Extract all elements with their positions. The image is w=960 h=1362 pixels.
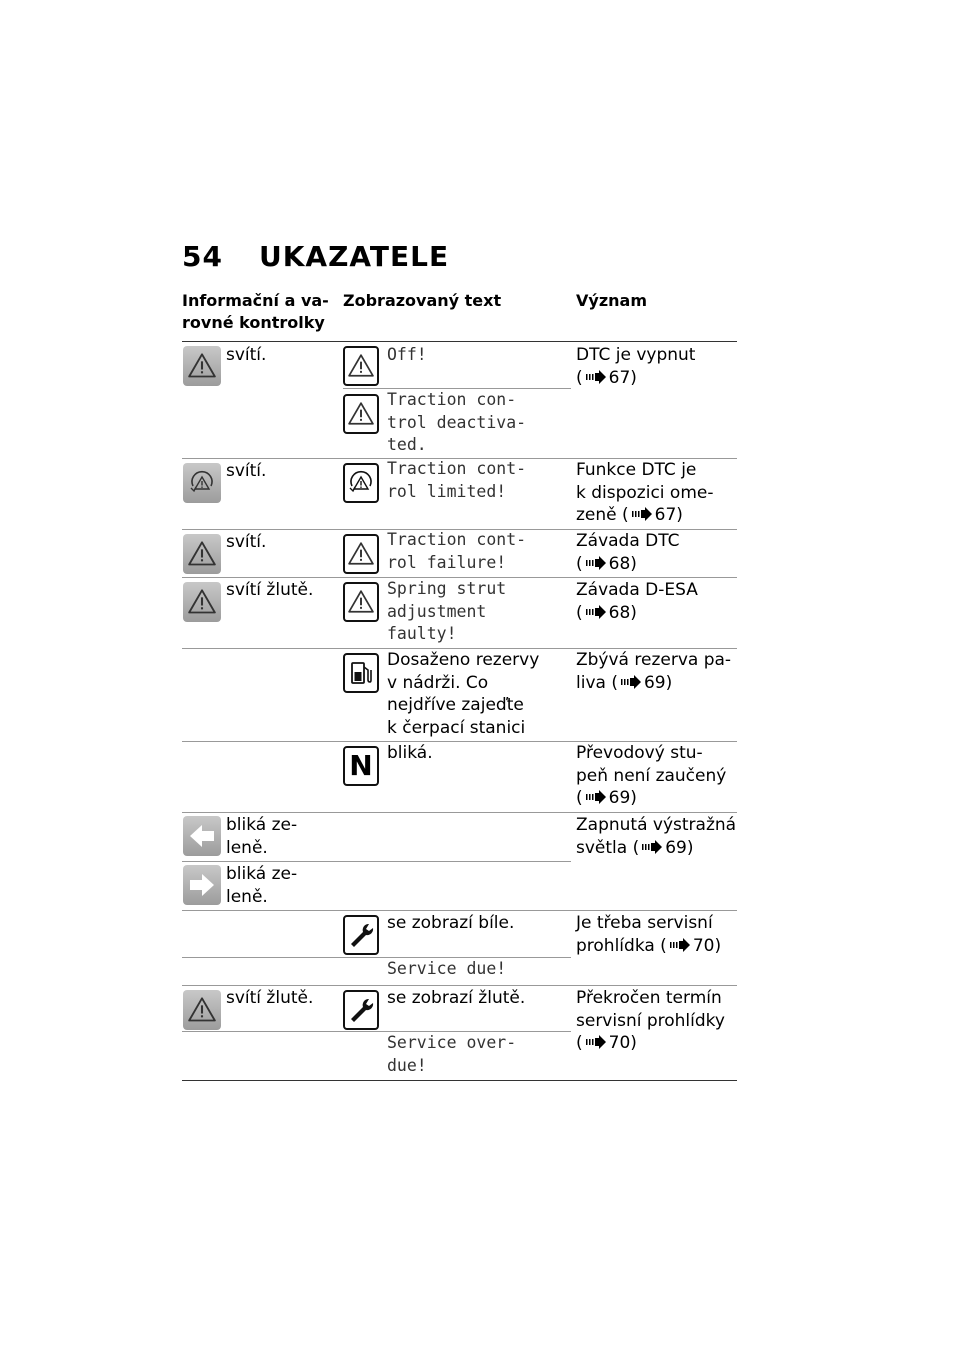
row6-ref-page[interactable]: 69) [608, 788, 637, 808]
row5-meaning-line2 [576, 672, 731, 695]
warning-triangle-icon [183, 534, 221, 574]
row9-meaning-line1: Je třeba servisní [576, 913, 713, 933]
row-divider [182, 910, 737, 911]
row6-meaning-line1: Převodový stu- [576, 743, 703, 763]
row6-ref-open: ( [576, 788, 583, 808]
row10-meaning-line3 [576, 1032, 725, 1055]
row10-display-text: se zobrazí žlutě. [387, 988, 526, 1008]
header-col-lights-line2: rovné kontrolky [182, 313, 325, 332]
header-col-lights [182, 290, 329, 334]
row6-meaning [576, 742, 726, 810]
left-arrow-icon [183, 816, 221, 856]
page-reference-arrow-icon [586, 605, 606, 619]
row6-display-text: bliká. [387, 743, 433, 763]
row4-state: svítí žlutě. [226, 580, 314, 600]
table-bottom-rule [182, 1080, 737, 1081]
row5-line2: v nádrži. Co [387, 672, 489, 693]
page-reference-arrow-icon [670, 938, 690, 952]
page-reference-arrow-icon [586, 370, 606, 384]
row6-meaning-line3 [576, 787, 726, 810]
row5-meaning [576, 649, 731, 694]
row10-ref-page[interactable]: 70) [608, 1033, 637, 1053]
row1b-line3: ted. [387, 435, 427, 454]
warning-triangle-icon [183, 346, 221, 386]
wrench-icon [343, 990, 379, 1030]
row5-line4: k čerpací stanici [387, 717, 526, 738]
row8-state-line1: bliká ze- [226, 864, 298, 884]
row10-meaning-line1: Překročen termín [576, 988, 722, 1008]
row7-state [226, 814, 297, 859]
row5-line3: nejdříve zajeďte [387, 695, 524, 715]
row4-line3: faulty! [387, 624, 457, 643]
page-title [182, 240, 449, 273]
row5-meaning-line1: Zbývá rezerva pa- [576, 650, 732, 670]
row3-line2: rol failure! [387, 552, 507, 572]
row1-ref-open: ( [576, 367, 583, 388]
row3-ref-open: ( [576, 553, 583, 574]
dtc-icon [183, 463, 221, 503]
header-col-lights-line1: Informační a va- [182, 291, 329, 310]
row1-meaning-line2 [576, 367, 695, 390]
row2-line2: rol limited! [387, 481, 507, 501]
neutral-gear-icon [343, 746, 379, 786]
row4-ref-open: ( [576, 602, 583, 623]
header-rule [182, 341, 737, 342]
row3-meaning-line1: Závada DTC [576, 531, 680, 551]
header-col-text: Zobrazovaný text [343, 291, 502, 310]
row10-state: svítí žlutě. [226, 988, 314, 1008]
row-divider [182, 957, 571, 958]
row4-meaning [576, 579, 698, 624]
row-divider [182, 985, 737, 986]
row5-ref-page[interactable]: 69) [643, 672, 673, 693]
fuel-pump-icon [343, 653, 379, 693]
chapter-title: UKAZATELE [258, 240, 450, 273]
row3-meaning-line2 [576, 553, 680, 576]
row7-state-line1: bliká ze- [226, 815, 298, 835]
row10-mono-text [387, 1032, 516, 1077]
row2-state: svítí. [226, 461, 267, 481]
row-divider [182, 812, 737, 813]
neutral-letter: N [349, 749, 373, 782]
row4-line2: adjustment [387, 601, 487, 621]
row9-meaning [576, 912, 721, 957]
row10-meaning [576, 987, 725, 1055]
row2-meaning [576, 459, 714, 527]
warning-triangle-icon [343, 346, 379, 386]
row7-meaning-line1: Zapnutá výstražná [576, 815, 737, 835]
row7-ref-open: světla ( [576, 837, 640, 858]
row4-meaning-line1: Závada D-ESA [576, 580, 698, 600]
page-reference-arrow-icon [586, 1035, 606, 1049]
row4-ref-page[interactable]: 68) [608, 602, 637, 623]
row4-line1: Spring strut [387, 579, 507, 598]
page-reference-arrow-icon [642, 840, 662, 854]
row7-state-line2: leně. [226, 837, 268, 858]
warning-triangle-icon [183, 990, 221, 1030]
right-arrow-icon [183, 865, 221, 905]
row3-display-text [387, 529, 526, 574]
wrench-icon [343, 915, 379, 955]
row10-meaning-line2: servisní prohlídky [576, 1010, 725, 1031]
row3-line1: Traction cont- [387, 530, 527, 549]
row9-mono-text: Service due! [387, 959, 507, 978]
row2-ref-open: zeně ( [576, 505, 629, 525]
warning-triangle-icon [343, 394, 379, 434]
row3-ref-page[interactable]: 68) [608, 553, 637, 574]
row-divider [182, 861, 571, 862]
page-number: 54 [182, 240, 223, 273]
row3-state: svítí. [226, 532, 267, 552]
row10-mono-line2: due! [387, 1055, 427, 1075]
row1-state: svítí. [226, 345, 267, 365]
row9-ref-open: prohlídka ( [576, 935, 667, 956]
warning-triangle-icon [343, 534, 379, 574]
row2-meaning-line1: Funkce DTC je [576, 460, 697, 480]
row10-mono-line1: Service over- [387, 1033, 517, 1052]
row1b-display-text [387, 389, 526, 457]
row5-display-text [387, 649, 539, 739]
page-reference-arrow-icon [632, 507, 652, 521]
row1-ref-page[interactable]: 67) [608, 367, 637, 388]
row7-ref-page[interactable]: 69) [665, 837, 694, 858]
row2-meaning-line2: k dispozici ome- [576, 482, 714, 503]
row1-meaning-line1: DTC je vypnut [576, 345, 696, 365]
row6-meaning-line2: peň není zaučený [576, 765, 727, 786]
dtc-icon [343, 463, 379, 503]
row10-ref-open: ( [576, 1033, 583, 1053]
row2-ref-page[interactable]: 67) [654, 505, 683, 525]
row4-display-text [387, 578, 506, 646]
row5-line1: Dosaženo rezervy [387, 650, 540, 670]
page-reference-arrow-icon [586, 556, 606, 570]
row7-meaning-line2 [576, 837, 736, 860]
row7-meaning [576, 814, 736, 859]
row1b-line2: trol deactiva- [387, 412, 527, 432]
row9-ref-page[interactable]: 70) [692, 935, 722, 956]
page-reference-arrow-icon [621, 675, 641, 689]
page-reference-arrow-icon [586, 790, 606, 804]
warning-triangle-icon [343, 582, 379, 622]
row8-state-line2: leně. [226, 886, 268, 907]
row5-ref-open: liva ( [576, 672, 618, 693]
row9-display-text: se zobrazí bíle. [387, 913, 515, 933]
row3-meaning [576, 530, 680, 575]
row1-meaning [576, 344, 695, 389]
header-col-meaning: Význam [576, 291, 647, 310]
row4-meaning-line2 [576, 602, 698, 625]
row2-display-text [387, 458, 526, 503]
row8-state [226, 863, 297, 908]
warning-triangle-icon [183, 582, 221, 622]
row9-meaning-line2 [576, 935, 721, 958]
row2-meaning-line3 [576, 504, 714, 527]
row1b-line1: Traction con- [387, 390, 517, 409]
row1-display-text: Off! [387, 345, 427, 364]
row2-line1: Traction cont- [387, 459, 527, 478]
